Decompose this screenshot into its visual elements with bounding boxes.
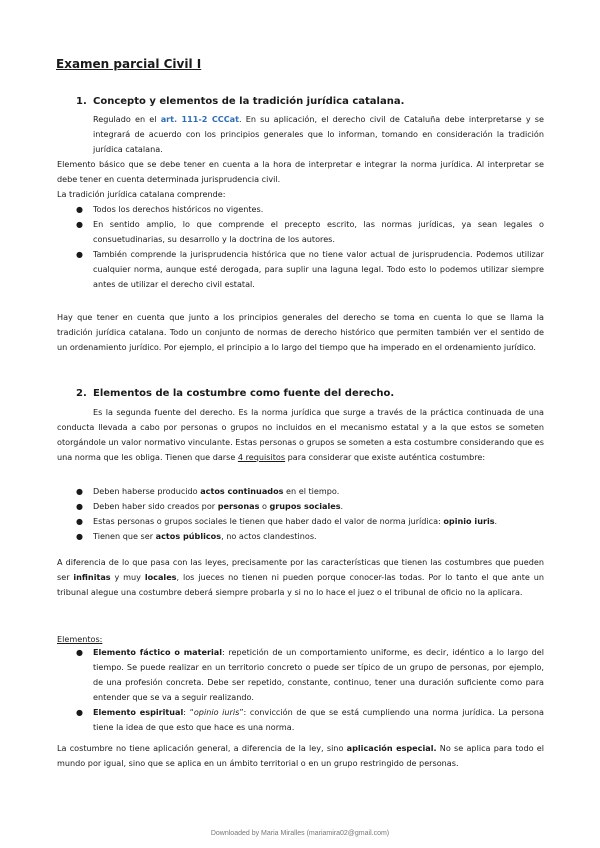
bullet-icon: ● bbox=[76, 487, 83, 496]
section-1-paragraph-1 bbox=[93, 112, 544, 157]
section-1-paragraph-3: La tradición jurídica catalana comprende: bbox=[57, 189, 226, 199]
section-1-bullet-list bbox=[76, 202, 544, 292]
text-run: : repetición de un comportamiento uniforme, es decir, idéntico a lo largo del tiempo. Se puede realizar en un territorio concreto o puede ser típico de un grupo de personas, por ejemplo, de una profesión concreta. Debe ser repetido, constante, continuo, tener una duración suficiente como para entender que se va a seguir realizando. bbox=[93, 647, 544, 702]
bullet-icon: ● bbox=[76, 250, 83, 259]
list-item bbox=[76, 514, 544, 529]
section-1-number: 1. bbox=[76, 96, 87, 107]
section-2-number: 2. bbox=[76, 388, 87, 399]
text-run: Tienen que ser bbox=[93, 531, 156, 541]
document-title: Examen parcial Civil I bbox=[56, 57, 202, 71]
list-item bbox=[76, 247, 544, 292]
list-item bbox=[76, 499, 544, 514]
list-item bbox=[76, 484, 544, 499]
section-1-paragraph-4: Hay que tener en cuenta que junto a los principios generales del derecho se toma en cuenta lo que se llama la tradición jurídica catalana. Todo un conjunto de normas de derecho histórico que permiten también ver el sentido de un ordenamiento jurídico. Por ejemplo, el principio a lo largo del tiempo que ha imperado en el ordenamiento jurídico. bbox=[57, 312, 544, 352]
section-2-paragraph-3 bbox=[57, 741, 544, 771]
bullet-icon: ● bbox=[76, 517, 83, 526]
list-item bbox=[76, 202, 544, 217]
list-item bbox=[76, 645, 544, 705]
text-run: , los jueces no tienen ni pueden porque conocer-las todas. Por lo tanto el que ante un tribunal alegue una costumbre deberá siempre probarla y si no lo hace el juez o el tribunal de oficio no la aplicara. bbox=[57, 572, 544, 597]
text-run: , no actos clandestinos. bbox=[221, 531, 317, 541]
text-run: No se aplica para todo el mundo por igual, sino que se aplica en un ámbito territorial o en un grupo restringido de personas. bbox=[57, 743, 545, 768]
list-item-text: En sentido amplio, lo que comprende el precepto escrito, las normas jurídicas, ya sean legales o consuetudinarias, su desarrollo y la doctrina de los autores. bbox=[93, 219, 544, 244]
bullet-icon: ● bbox=[76, 532, 83, 541]
bold-term: grupos sociales bbox=[269, 501, 341, 511]
text-run: para considerar que existe auténtica costumbre: bbox=[285, 452, 486, 462]
elements-label-text: Elementos: bbox=[57, 634, 103, 644]
article-link[interactable]: art. 111-2 CCCat bbox=[160, 114, 239, 124]
bold-term: Elemento espiritual bbox=[93, 707, 184, 717]
bullet-icon: ● bbox=[76, 220, 83, 229]
list-item bbox=[76, 705, 544, 735]
download-footer: Downloaded by Maria Miralles (mariamira02@gmail.com) bbox=[210, 830, 390, 837]
bullet-icon: ● bbox=[76, 502, 83, 511]
bold-term: Elemento fáctico o material bbox=[93, 647, 223, 657]
list-item bbox=[76, 529, 544, 544]
list-item bbox=[76, 217, 544, 247]
text-run: y muy bbox=[110, 572, 145, 582]
bold-term: locales bbox=[144, 572, 177, 582]
bold-term: actos públicos bbox=[155, 531, 222, 541]
text-run: . bbox=[340, 501, 344, 511]
text-run: . bbox=[494, 516, 498, 526]
text-run: en el tiempo. bbox=[283, 486, 340, 496]
section-2-paragraph-1 bbox=[57, 405, 544, 465]
list-item-text: Todos los derechos históricos no vigentes. bbox=[93, 204, 264, 214]
section-2-requirements-list bbox=[76, 484, 544, 544]
text-run: La costumbre no tiene aplicación general, a diferencia de la ley, sino bbox=[57, 743, 347, 753]
section-2-heading bbox=[76, 388, 394, 399]
text-run: Es la segunda fuente del derecho. Es la norma jurídica que surge a través de la práctica continuada de una conducta llevada a cabo por personas o grupos no incluidos en el mecanismo estatal y a la que estos se someten otorgándole un valor normativo vinculante. Estas personas o grupos se someten a esta costumbre considerando que es una norma que les obliga. Tienen que darse bbox=[57, 407, 544, 462]
section-1-heading bbox=[76, 96, 404, 107]
bold-term: actos continuados bbox=[200, 486, 284, 496]
text-run: Deben haberse producido bbox=[93, 486, 201, 496]
bold-term: infinitas bbox=[73, 572, 111, 582]
text-run: . En su aplicación, el derecho civil de Cataluña debe interpretarse y se integrará de acuerdo con los principios generales que lo informan, tomando en consideración la tradición jurídica catalana. bbox=[93, 114, 544, 154]
text-run: ”: convicción de que se está cumpliendo una norma jurídica. La persona tiene la idea de que esto que hace es una norma. bbox=[93, 707, 545, 732]
bullet-icon: ● bbox=[76, 708, 83, 717]
list-item-text: También comprende la jurisprudencia histórica que no tiene valor actual de jurisprudencia. Podemos utilizar cualquier norma, aunque esté derogada, para suplir una laguna legal. Todo esto lo podemos utilizar siempre antes de utilizar el derecho civil estatal. bbox=[93, 249, 544, 289]
text-run: Deben haber sido creados por bbox=[93, 501, 218, 511]
italic-term: opinio iuris bbox=[193, 707, 240, 717]
text-run: : “ bbox=[183, 707, 194, 717]
text-run: Regulado en el bbox=[93, 114, 161, 124]
text-run: Estas personas o grupos sociales le tienen que haber dado el valor de norma jurídica: bbox=[93, 516, 444, 526]
section-2-paragraph-2 bbox=[57, 555, 544, 600]
elements-list bbox=[76, 645, 544, 735]
text-run: o bbox=[259, 501, 270, 511]
bullet-icon: ● bbox=[76, 205, 83, 214]
section-1-title: Concepto y elementos de la tradición jurídica catalana. bbox=[93, 96, 405, 107]
section-1-paragraph-2: Elemento básico que se debe tener en cuenta a la hora de interpretar e integrar la norma jurídica. Al interpretar se debe tener en cuenta determinada jurisprudencia civil. bbox=[57, 159, 544, 184]
bold-term: opinio iuris bbox=[443, 516, 495, 526]
requirements-count: 4 requisitos bbox=[237, 452, 286, 462]
bullet-icon: ● bbox=[76, 648, 83, 657]
bold-term: personas bbox=[217, 501, 260, 511]
text-run: A diferencia de lo que pasa con las leyes, precisamente por las características que tienen las costumbres que pueden ser bbox=[57, 557, 544, 582]
section-2-title: Elementos de la costumbre como fuente del derecho. bbox=[93, 388, 395, 399]
bold-term: aplicación especial. bbox=[346, 743, 437, 753]
